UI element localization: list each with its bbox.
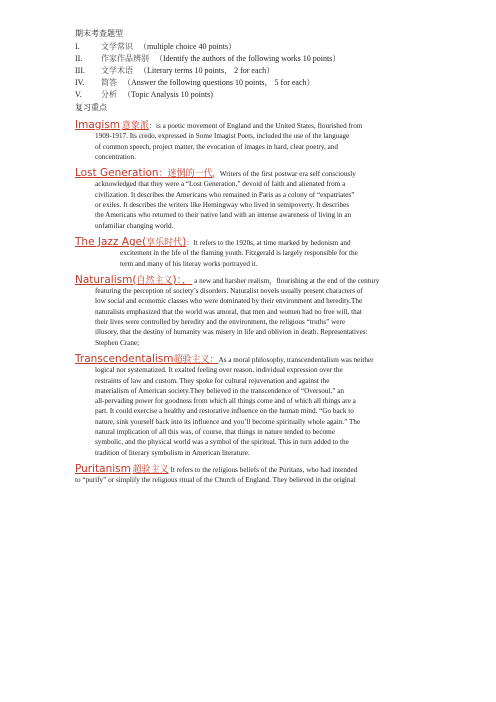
term-heading-close: )：， (172, 273, 193, 286)
review-heading: 复习重点 (75, 103, 107, 112)
term-heading-zh: 意象派 (121, 120, 149, 130)
term-heading-zh: 自然主义 (136, 274, 173, 285)
term-imagism (75, 120, 466, 162)
term-puritanism (75, 464, 466, 486)
term-heading: Imagism (75, 119, 121, 131)
section-label-en: （Literary terms 10 points， 2 for each） (139, 66, 275, 75)
term-text: to “purify” or simplify the religious ritual of the Church of England. They believed in the original (75, 476, 356, 485)
term-heading: Transcendentalism (75, 352, 174, 365)
section-label-en: （Identify the authors of the following works 10 points） (155, 54, 341, 63)
term-lost-generation (75, 168, 466, 231)
section-label-en: （Topic Analysis 10 points) (123, 90, 213, 99)
term-text: unfamiliar changing world. (95, 221, 174, 230)
term-text: symbolic, and the physical world was a symbol of the spiritual. This in turn added to the (95, 438, 349, 447)
term-heading-zh: 超验主义 (132, 463, 169, 474)
section-label-en: （Answer the following questions 10 points， 5 for each） (123, 78, 315, 87)
section-number: II. (75, 54, 83, 63)
term-text: excitement in the life of the flaming youth. Fitzgerald is largely responsible for the (120, 249, 358, 258)
exam-section-5 (75, 89, 466, 101)
term-text: Stephen Crane; (95, 338, 140, 347)
term-jazz-age (75, 237, 466, 269)
section-label-zh: 文学常识 (101, 42, 133, 51)
term-text: As a moral philosophy, transcendentalism was neither (218, 355, 374, 364)
term-text: logical nor systematized. It exalted feeling over reason, individual expression over the (95, 366, 343, 375)
term-transcendentalism (75, 354, 466, 458)
section-number: I. (75, 42, 80, 51)
section-label-zh: 作家作品辨别 (101, 54, 149, 63)
term-heading: The Jazz Age( (75, 235, 147, 248)
exam-section-1 (75, 41, 466, 53)
term-text: part. It could exercise a healthy and restorative influence on the human mind. “Go back to (95, 407, 354, 416)
term-text: materialism of American society.They believed in the transcendence of “Oversoul,” an (95, 386, 344, 395)
term-text: restraints of law and custom. They spoke for cultural rejuvenation and against the (95, 376, 330, 385)
page-title: 期末考查题型 (75, 29, 123, 38)
section-number: III. (75, 66, 85, 75)
term-heading: Lost Generation (75, 167, 159, 180)
term-naturalism (75, 275, 466, 348)
term-text: ：is a poetic movement of England and the United States, flourished from (148, 122, 363, 130)
term-text: their lives were controlled by heredity and the environment, the religious “truths” were (95, 318, 346, 327)
term-text: tradition of literary symbolism in American literature. (95, 448, 250, 457)
section-label-zh: 文学术语 (101, 66, 133, 75)
section-label-zh: 分析 (101, 90, 117, 99)
exam-sections (75, 41, 466, 101)
term-text: concentration. (95, 152, 136, 161)
term-text: natural implication of all this was, of course, that things in nature tended to become (95, 428, 335, 437)
term-heading: Naturalism( (75, 273, 137, 286)
section-number: V. (75, 90, 82, 99)
section-label-en: （multiple choice 40 points） (139, 42, 237, 51)
term-heading-zh: 享乐时代 (146, 236, 183, 247)
term-text: featuring the perception of society’s disorders. Naturalist novels usually present characters of (95, 287, 363, 296)
term-text: term and many of his literay works portrayed it. (120, 259, 258, 268)
term-heading-close: ) (182, 235, 187, 248)
term-heading: Puritanism (75, 462, 131, 475)
term-text: ，Writers of the first postwar era self consciously (212, 170, 356, 179)
term-text: or exiles. It describes the writers like Hemingway who lived in semipoverty. It describes (95, 201, 350, 210)
exam-section-4 (75, 77, 466, 89)
term-text: all-pervading power for goodness from which all things come and of which all things are a (95, 397, 356, 406)
section-number: IV. (75, 78, 85, 87)
exam-section-2 (75, 53, 466, 65)
term-text: 1909-1917. Its credo, expressed in Some Imagist Poets, included the use of the language (95, 132, 350, 141)
term-heading-zh: 超验主义： (173, 353, 219, 364)
term-text: a new and harsher realism，flourishing at the end of the century (194, 276, 380, 285)
exam-section-3 (75, 65, 466, 77)
term-text: naturalists emphasized that the world was amoral, that men and women had no free will, that (95, 307, 362, 316)
term-text: of common speech, project matter, the evocation of images in hard, clear poetry, and (95, 142, 338, 151)
term-text: nature, sink yourself back into its influence and you’ll become spiritually whole again.” The (95, 417, 361, 426)
section-label-zh: 简答 (101, 78, 117, 87)
term-text: the Americans who returned to their native land with an intense awareness of living in an (95, 211, 352, 220)
term-text: It refers to the religious beliefs of the Puritans, who had intended (170, 465, 358, 474)
term-heading-zh: ：迷惘的一代 (158, 168, 213, 179)
term-text: illusory, that the destiny of humanity was misery in life and oblivion in death. Representatives: (95, 328, 368, 337)
term-text: acknowledged that they were a “Lost Generation,” devoid of faith and alienated from a (95, 180, 346, 189)
term-text: low social and economic classes who were dominated by their environment and heredity.The (95, 297, 363, 306)
term-text: civilization. It describes the Americans who remained in Paris as a colony of “expatriates” (95, 190, 355, 199)
term-text: ：It refers to the 1920s, at time marked by hedonism and (186, 238, 351, 247)
